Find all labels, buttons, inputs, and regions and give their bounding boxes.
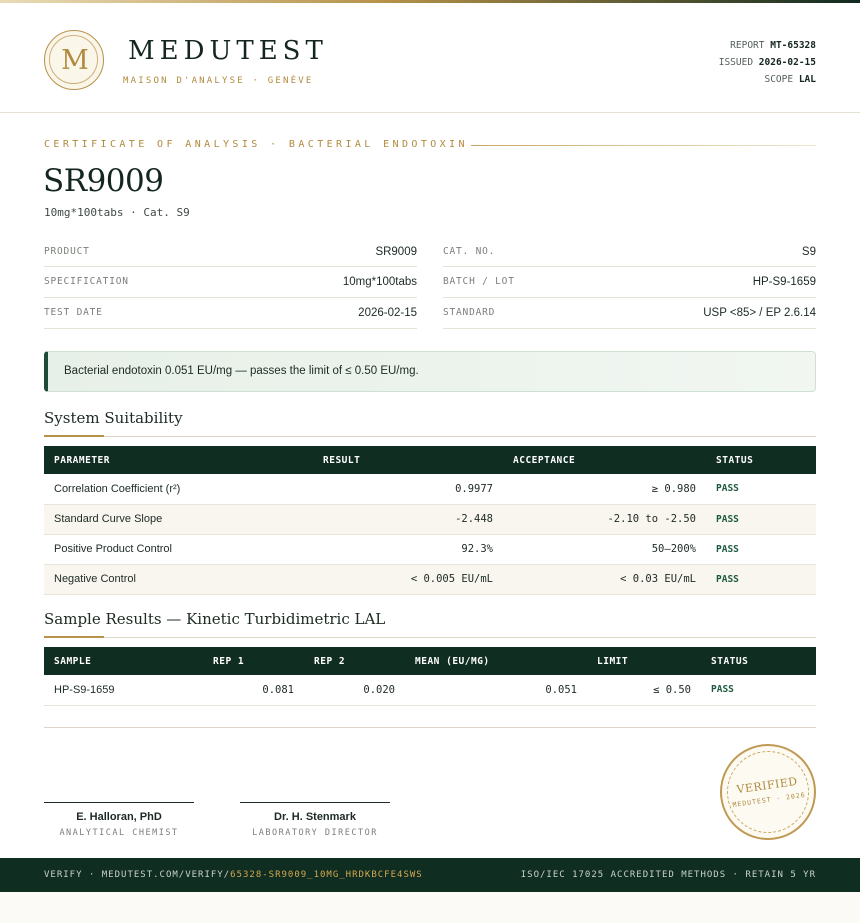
product-title: SR9009: [43, 163, 164, 199]
result-cell: 92.3%: [313, 534, 503, 564]
sample-section-title: Sample Results — Kinetic Turbidimetric LAL: [44, 610, 386, 628]
accreditation-note: ISO/IEC 17025 ACCREDITED METHODS · RETAIN 5 YR: [520, 870, 816, 880]
parameter-cell: Standard Curve Slope: [44, 504, 313, 534]
result-cell: 0.9977: [313, 474, 503, 504]
scope-label: SCOPE: [764, 74, 794, 85]
scope-line: [719, 71, 816, 88]
info-label: STANDARD: [443, 307, 496, 318]
issued-label: ISSUED: [718, 57, 754, 68]
column-header: REP 2: [314, 655, 346, 667]
parameter-cell: Negative Control: [44, 564, 313, 594]
info-value: 10mg*100tabs: [342, 276, 417, 288]
info-label: CAT. NO.: [443, 246, 496, 257]
seal-text: VERIFIED: [735, 774, 799, 797]
signatory-role: LABORATORY DIRECTOR: [252, 828, 378, 838]
info-value: HP-S9-1659: [752, 276, 816, 288]
section-accent: [44, 435, 104, 437]
signatory-name: Dr. H. Stenmark: [274, 811, 356, 823]
acceptance-cell: < 0.03 EU/mL: [503, 564, 706, 594]
column-header: LIMIT: [597, 655, 629, 667]
bottom-margin: [0, 892, 860, 923]
verify-code-link[interactable]: 65328-SR9009_10MG_HRDKBCFE4SWS: [230, 870, 423, 880]
section-accent: [44, 636, 104, 638]
signature-block: [44, 802, 194, 838]
section-divider: [44, 436, 816, 437]
result-cell: < 0.005 EU/mL: [313, 564, 503, 594]
info-value: USP <85> / EP 2.6.14: [703, 307, 816, 319]
info-label: TEST DATE: [44, 307, 103, 318]
info-row: [44, 267, 417, 298]
column-header: SAMPLE: [54, 655, 92, 667]
report-label: REPORT: [730, 40, 765, 51]
table-row: [44, 564, 816, 594]
issued-line: [719, 54, 816, 71]
sample-cell: HP-S9-1659: [44, 675, 203, 705]
report-number: MT-65328: [770, 40, 816, 51]
column-header: REP 1: [213, 655, 245, 667]
verify-line: [44, 870, 423, 880]
info-row: [44, 298, 417, 329]
footer: [0, 858, 860, 892]
signatory-name: E. Halloran, PhD: [76, 811, 162, 823]
status-badge: PASS: [706, 564, 816, 594]
result-summary-banner: [44, 351, 816, 392]
column-header: STATUS: [716, 454, 754, 466]
column-header: RESULT: [323, 454, 361, 466]
column-header: ACCEPTANCE: [513, 454, 576, 466]
acceptance-cell: ≥ 0.980: [503, 474, 706, 504]
info-row: [443, 267, 816, 298]
column-header: PARAMETER: [54, 454, 110, 466]
table-header-row: [44, 446, 816, 474]
sample-results-table: [44, 647, 816, 706]
status-badge: PASS: [706, 474, 816, 504]
document-type-rule: [471, 145, 816, 146]
table-row: [44, 474, 816, 504]
logo: [44, 30, 104, 90]
table-header-row: [44, 647, 816, 675]
info-value: SR9009: [375, 246, 417, 258]
product-subtitle: 10mg*100tabs · Cat. S9: [44, 206, 190, 219]
brand-tagline: MAISON D'ANALYSE · GENÈVE: [123, 76, 314, 86]
result-summary-text: Bacterial endotoxin 0.051 EU/mg — passes the limit of ≤ 0.50 EU/mg.: [64, 365, 419, 377]
seal-subtext: MEDUTEST · 2026: [732, 790, 807, 810]
info-row: [44, 237, 417, 267]
info-row: [443, 237, 816, 267]
status-badge: PASS: [701, 675, 816, 705]
info-grid-left: [44, 237, 417, 329]
info-label: SPECIFICATION: [44, 276, 129, 287]
issued-date: 2026-02-15: [758, 57, 816, 68]
suitability-table: [44, 446, 816, 595]
info-label: PRODUCT: [44, 246, 90, 257]
verify-prefix: VERIFY · MEDUTEST.COM/VERIFY/: [44, 870, 231, 880]
acceptance-cell: 50–200%: [503, 534, 706, 564]
rep2-cell: 0.020: [304, 675, 405, 705]
result-cell: -2.448: [313, 504, 503, 534]
table-row: [44, 675, 816, 705]
info-row: [443, 298, 816, 329]
parameter-cell: Positive Product Control: [44, 534, 313, 564]
suitability-section-title: System Suitability: [44, 409, 183, 427]
document-type: CERTIFICATE OF ANALYSIS · BACTERIAL ENDOTOXIN: [44, 139, 468, 150]
report-line: [719, 37, 816, 54]
info-grid-right: [443, 237, 816, 329]
brand-name: MEDUTEST: [128, 36, 328, 66]
report-meta: [719, 37, 816, 88]
status-badge: PASS: [706, 504, 816, 534]
signature-block: [240, 802, 390, 838]
info-value: S9: [801, 246, 816, 258]
status-badge: PASS: [706, 534, 816, 564]
logo-letter: M: [61, 45, 89, 76]
section-divider: [44, 727, 816, 728]
table-row: [44, 534, 816, 564]
header: [0, 3, 860, 113]
verified-seal: [714, 738, 822, 846]
limit-cell: ≤ 0.50: [587, 675, 701, 705]
section-divider: [44, 637, 816, 638]
parameter-cell: Correlation Coefficient (r²): [44, 474, 313, 504]
column-header: MEAN (EU/MG): [415, 655, 490, 667]
rep1-cell: 0.081: [203, 675, 304, 705]
table-row: [44, 504, 816, 534]
column-header: STATUS: [711, 655, 749, 667]
info-label: BATCH / LOT: [443, 276, 515, 287]
mean-cell: 0.051: [405, 675, 587, 705]
signatory-role: ANALYTICAL CHEMIST: [59, 828, 179, 838]
acceptance-cell: -2.10 to -2.50: [503, 504, 706, 534]
scope-value: LAL: [798, 74, 816, 85]
info-value: 2026-02-15: [358, 307, 417, 319]
